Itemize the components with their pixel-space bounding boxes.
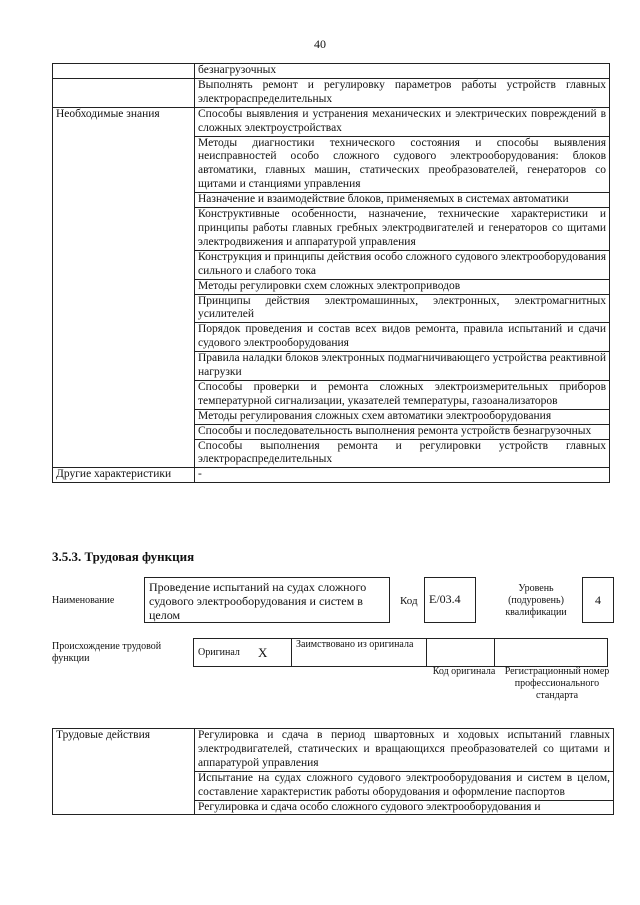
row-text: Порядок проведения и состав всех видов ремонта, правила испытаний и сдачи судового электрооборудования <box>195 323 610 352</box>
table-row <box>53 107 610 136</box>
required-knowledge-label: Необходимые знания <box>53 107 195 468</box>
row-text: Испытание на судах сложного судового электрооборудования и систем в целом, составление характеристик работы оборудования и оформление паспортов <box>195 771 614 800</box>
registration-number-caption: Регистрационный номер профессионального стандарта <box>504 666 610 701</box>
original-label: Оригинал <box>194 639 255 667</box>
row-text: Назначение и взаимодействие блоков, применяемых в системах автоматики <box>195 193 610 208</box>
row-text: - <box>195 468 610 483</box>
original-code-caption: Код оригинала <box>432 666 496 677</box>
registration-number-cell <box>495 639 608 667</box>
row-text: Конструкция и принципы действия особо сложного судового электрооборудования сильного и слабого тока <box>195 250 610 279</box>
row-label <box>53 78 195 107</box>
row-text: Конструктивные особенности, назначение, технические характеристики и принципы работы главных гребных электродвигателей и генераторов со щитами электродвижения и аппаратурой управления <box>195 208 610 251</box>
row-label <box>53 64 195 79</box>
row-text: Правила наладки блоков электронных подмагничивающего устройства реактивной нагрузки <box>195 352 610 381</box>
row-text: Способы выявления и устранения механических и электрических повреждений в сложных электроустройствах <box>195 107 610 136</box>
table-row <box>53 729 614 772</box>
function-code-box: E/03.4 <box>424 577 476 623</box>
row-text: Выполнять ремонт и регулировку параметров работы устройств главных электрораспределительных <box>195 78 610 107</box>
table-row <box>53 64 610 79</box>
row-text: безнагрузочных <box>195 64 610 79</box>
row-text: Способы проверки и ремонта сложных электроизмерительных приборов температурной сигнализации, указателей температуры, газоанализаторов <box>195 380 610 409</box>
function-name-box: Проведение испытаний на судах сложного судового электрооборудования и систем в целом <box>144 577 390 623</box>
table-row <box>53 78 610 107</box>
origin-label: Происхождение трудовой функции <box>52 641 162 664</box>
row-text: Регулировка и сдача в период швартовных и ходовых испытаний главных электродвигателей, статических и вращающихся преобразователей со щитами и аппаратурой управления <box>195 729 614 772</box>
page-number: 40 <box>314 37 326 51</box>
origin-table <box>193 638 608 667</box>
original-mark: X <box>254 639 292 667</box>
row-text: Методы регулировки схем сложных электроприводов <box>195 279 610 294</box>
row-text: Способы выполнения ремонта и регулировки устройств главных электрораспределительных <box>195 439 610 468</box>
borrowed-label: Заимствовано из оригинала <box>292 639 427 667</box>
row-text: Регулировка и сдача особо сложного судового электрооборудования и <box>195 800 614 815</box>
labor-actions-table <box>52 728 614 815</box>
knowledge-table <box>52 63 610 483</box>
qualification-level-box: 4 <box>582 577 614 623</box>
row-text: Способы и последовательность выполнения ремонта устройств безнагрузочных <box>195 424 610 439</box>
original-code-cell <box>427 639 495 667</box>
section-heading: 3.5.3. Трудовая функция <box>52 549 195 564</box>
row-text: Методы регулирования сложных схем автоматики электрооборудования <box>195 409 610 424</box>
function-name-label: Наименование <box>52 595 115 606</box>
qualification-level-label: Уровень (подуровень) квалификации <box>505 583 567 618</box>
other-characteristics-label: Другие характеристики <box>53 468 195 483</box>
code-label: Код <box>400 595 418 607</box>
labor-actions-label: Трудовые действия <box>53 729 195 815</box>
table-row <box>53 468 610 483</box>
table-row <box>194 639 608 667</box>
row-text: Принципы действия электромашинных, электронных, электромагнитных усилителей <box>195 294 610 323</box>
row-text: Методы диагностики технического состояния и способы выявления неисправностей особо сложного судового электрооборудования: блоков автоматики, главных машин, статических преобразователей, генераторов со щитами и станциями управления <box>195 136 610 193</box>
